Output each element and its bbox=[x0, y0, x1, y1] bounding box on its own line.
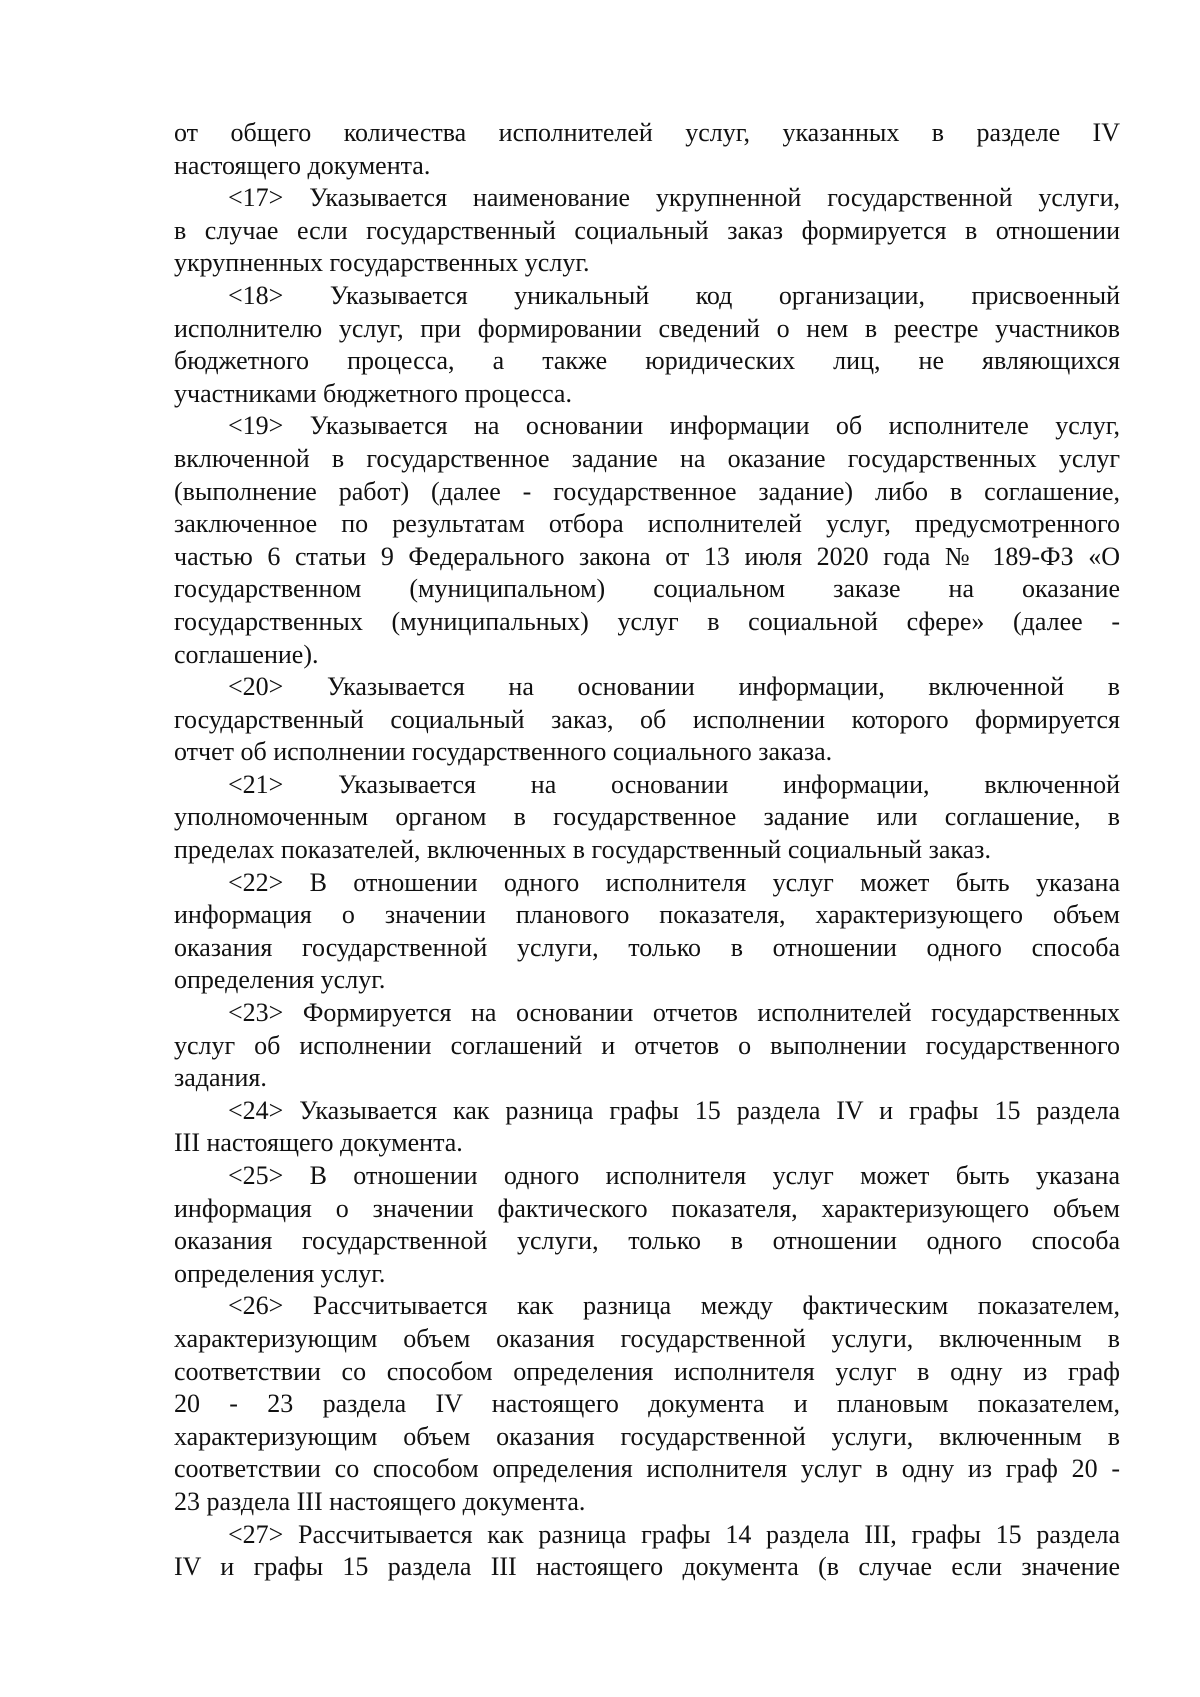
text-line: соответствии со способом определения исполнителя услуг в одну из граф 20 - bbox=[174, 1454, 1120, 1484]
text-line: характеризующим объем оказания государственной услуги, включенным в bbox=[174, 1421, 1120, 1451]
text-line: 20 - 23 раздела IV настоящего документа и плановым показателем, bbox=[174, 1389, 1120, 1419]
text-line: бюджетного процесса, а также юридических лиц, не являющихся bbox=[174, 346, 1120, 376]
text-line: заключенное по результатам отбора исполнителей услуг, предусмотренного bbox=[174, 509, 1120, 539]
text-line: услуг об исполнении соглашений и отчетов о выполнении государственного bbox=[174, 1030, 1120, 1060]
text-line: определения услуг. bbox=[174, 965, 386, 995]
text-line: <23> Формируется на основании отчетов исполнителей государственных bbox=[228, 998, 1120, 1028]
text-line: оказания государственной услуги, только в отношении одного способа bbox=[174, 932, 1120, 962]
text-line: <24> Указывается как разница графы 15 раздела IV и графы 15 раздела bbox=[228, 1095, 1120, 1125]
text-line: III настоящего документа. bbox=[174, 1128, 463, 1158]
text-line: соответствии со способом определения исполнителя услуг в одну из граф bbox=[174, 1356, 1120, 1386]
text-line: настоящего документа. bbox=[174, 150, 431, 180]
text-line: определения услуг. bbox=[174, 1258, 386, 1288]
text-line: информация о значении планового показателя, характеризующего объем bbox=[174, 900, 1120, 930]
text-line: от общего количества исполнителей услуг, указанных в разделе IV bbox=[174, 118, 1120, 147]
text-line: в случае если государственный социальный заказ формируется в отношении bbox=[174, 215, 1120, 245]
text-line: отчет об исполнении государственного социального заказа. bbox=[174, 737, 833, 767]
text-line: государственном (муниципальном) социальном заказе на оказание bbox=[174, 574, 1120, 604]
text-line: частью 6 статьи 9 Федерального закона от 13 июля 2020 года № 189-ФЗ «О bbox=[174, 541, 1120, 571]
text-line: <17> Указывается наименование укрупненной государственной услуги, bbox=[228, 183, 1120, 213]
text-line: <20> Указывается на основании информации, включенной в bbox=[228, 672, 1120, 702]
text-line: <27> Рассчитывается как разница графы 14 раздела III, графы 15 раздела bbox=[228, 1519, 1120, 1549]
text-line: участниками бюджетного процесса. bbox=[174, 378, 572, 408]
text-line: укрупненных государственных услуг. bbox=[174, 248, 590, 278]
text-line: характеризующим объем оказания государственной услуги, включенным в bbox=[174, 1323, 1120, 1353]
text-line: <21> Указывается на основании информации, включенной bbox=[228, 769, 1120, 799]
text-line: (выполнение работ) (далее - государственное задание) либо в соглашение, bbox=[174, 476, 1120, 506]
text-line: пределах показателей, включенных в государственный социальный заказ. bbox=[174, 835, 991, 865]
text-line: соглашение). bbox=[174, 639, 319, 669]
text-line: государственный социальный заказ, об исполнении которого формируется bbox=[174, 704, 1120, 734]
text-line: <25> В отношении одного исполнителя услуг может быть указана bbox=[228, 1161, 1120, 1190]
text-line: <19> Указывается на основании информации об исполнителе услуг, bbox=[228, 411, 1120, 441]
text-line: IV и графы 15 раздела III настоящего документа (в случае если значение bbox=[174, 1552, 1120, 1582]
text-line: уполномоченным органом в государственное задание или соглашение, в bbox=[174, 802, 1120, 832]
text-line: оказания государственной услуги, только в отношении одного способа bbox=[174, 1226, 1120, 1256]
text-line: <26> Рассчитывается как разница между фактическим показателем, bbox=[228, 1291, 1120, 1321]
text-line: задания. bbox=[174, 1063, 267, 1093]
text-line: <22> В отношении одного исполнителя услуг может быть указана bbox=[228, 867, 1120, 897]
document-body-text bbox=[174, 117, 1120, 1584]
text-line: информация о значении фактического показателя, характеризующего объем bbox=[174, 1193, 1120, 1223]
text-line: включенной в государственное задание на оказание государственных услуг bbox=[174, 443, 1120, 473]
text-line: государственных (муниципальных) услуг в социальной сфере» (далее - bbox=[174, 606, 1120, 636]
text-line: 23 раздела III настоящего документа. bbox=[174, 1486, 586, 1516]
text-line: исполнителю услуг, при формировании сведений о нем в реестре участников bbox=[174, 313, 1120, 343]
text-line: <18> Указывается уникальный код организации, присвоенный bbox=[228, 280, 1120, 310]
